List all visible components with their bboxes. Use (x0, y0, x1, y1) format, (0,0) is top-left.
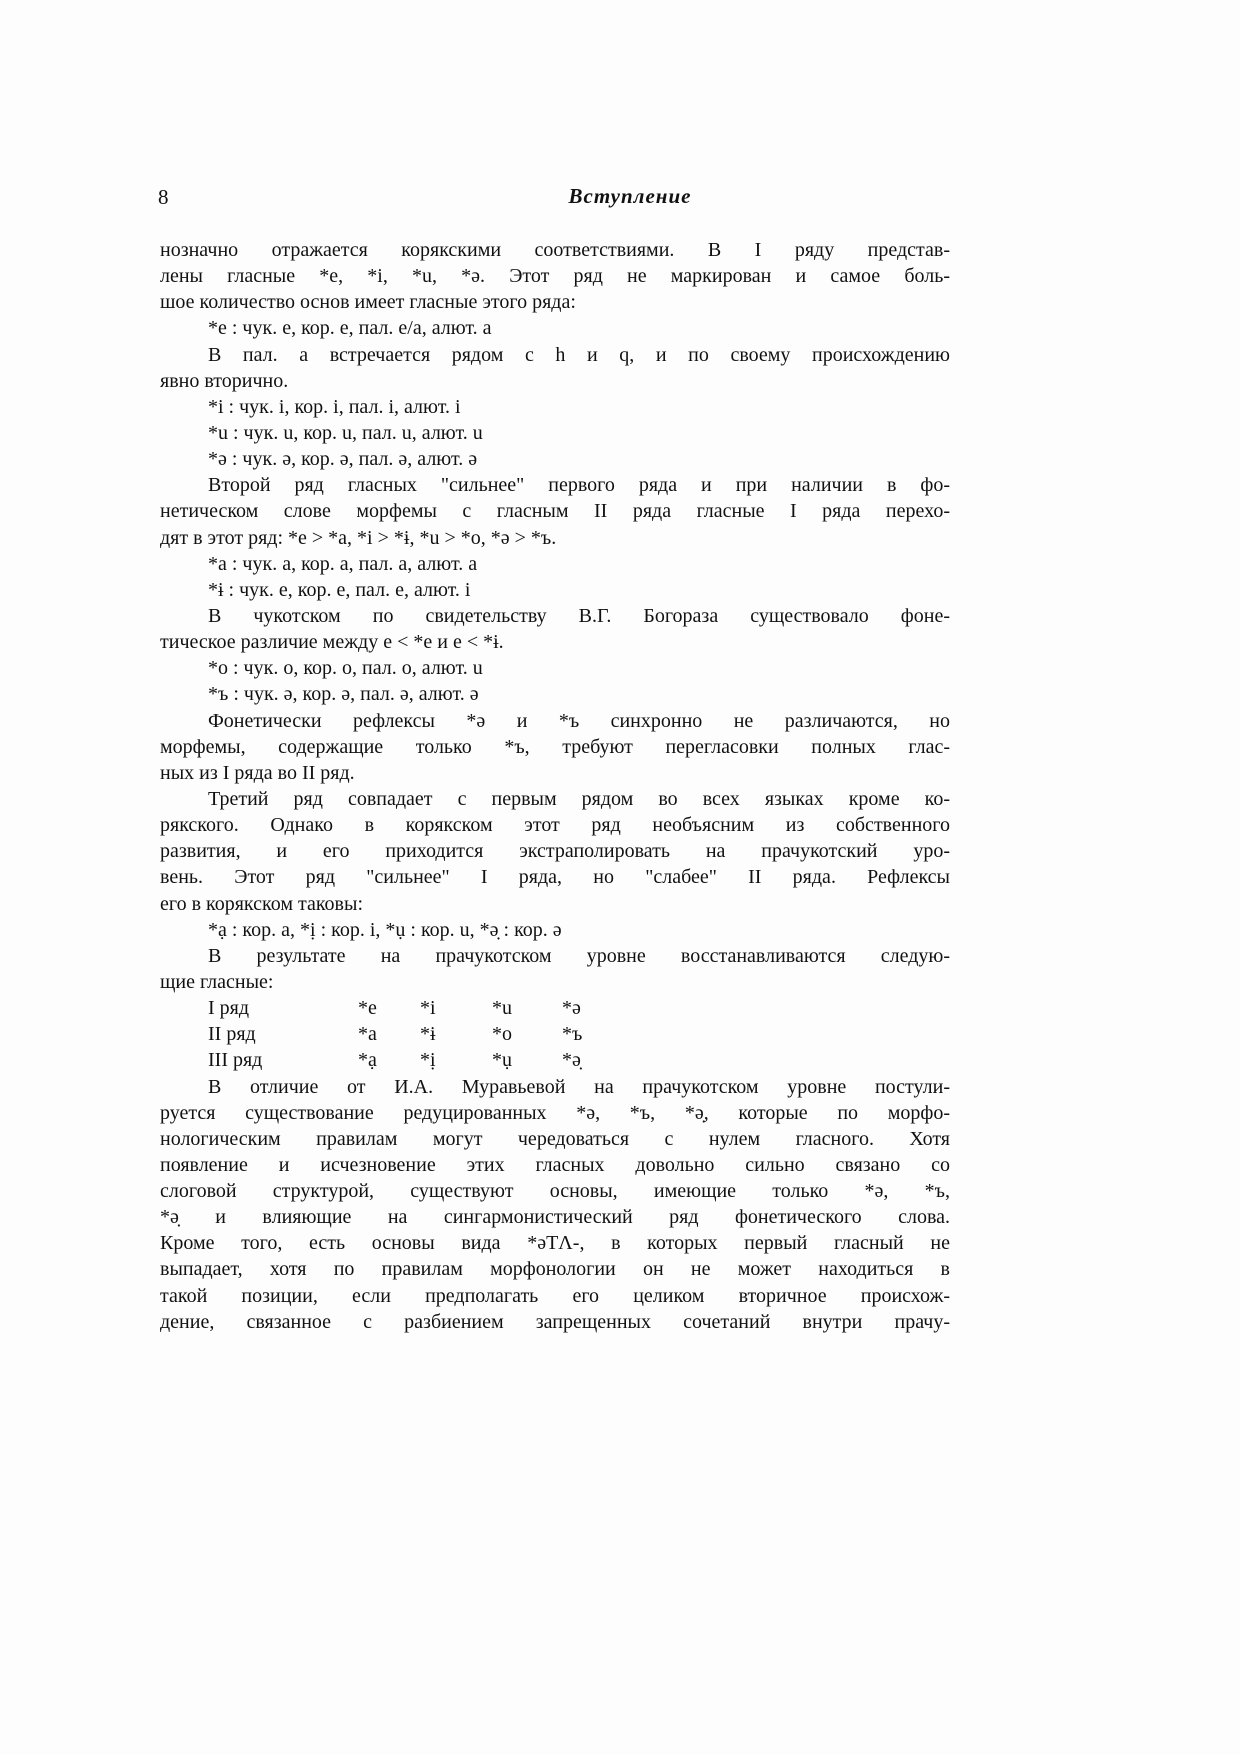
text-line: *u : чук. u, кор. u, пал. u, алют. u (208, 421, 483, 444)
text-line: Фонетически рефлексы *ə и *ъ синхронно не различаются, но (208, 709, 950, 732)
text-line: *e : чук. e, кор. e, пал. e/a, алют. a (208, 317, 492, 340)
vowel-cell: *ɨ (420, 1023, 436, 1046)
page-number: 8 (158, 185, 169, 209)
text-after-table (160, 1074, 950, 1335)
text-line: В отличие от И.А. Муравьевой на прачукотском уровне постули- (208, 1075, 950, 1098)
text-before-table (160, 237, 950, 995)
text-line: такой позиции, если предполагать его целиком вторичное происхож- (160, 1284, 950, 1307)
text-line: *o : чук. o, кор. o, пал. o, алют. u (208, 657, 483, 680)
text-line: В результате на прачукотском уровне восстанавливаются следую- (208, 944, 950, 967)
vowel-cell: *i (420, 997, 436, 1020)
row-label: II ряд (208, 1023, 256, 1046)
text-line: *ъ : чук. ə, кор. ə, пал. ə, алют. ə (208, 683, 479, 706)
vowel-cell: *o (492, 1023, 512, 1046)
text-line: рякского. Однако в корякском этот ряд необъясним из собственного (160, 814, 950, 837)
text-line: *a : чук. a, кор. a, пал. a, алют. a (208, 552, 478, 575)
text-line: *i : чук. i, кор. i, пал. i, алют. i (208, 395, 461, 418)
text-line: развития, и его приходится экстраполировать на прачукотский уро- (160, 840, 950, 863)
text-line: нозначно отражается корякскими соответствиями. В I ряду представ- (160, 239, 950, 261)
vowel-cell: *a (358, 1023, 377, 1046)
text-line: руется существование редуцированных *ə, *ъ, *ə̣, которые по морфо- (160, 1101, 950, 1124)
text-line: появление и исчезновение этих гласных довольно сильно связано со (160, 1153, 950, 1176)
text-line: дят в этот ряд: *e > *a, *i > *ɨ, *u > *o, *ə > *ъ. (160, 526, 557, 549)
text-line: *ɨ : чук. e, кор. e, пал. e, алют. i (208, 578, 471, 601)
text-line: вень. Этот ряд "сильнее" I ряда, но "слабее" II ряда. Рефлексы (160, 866, 950, 889)
text-line: щие гласные: (160, 970, 274, 993)
text-line: Второй ряд гласных "сильнее" первого ряда и при наличии в фо- (208, 474, 950, 497)
text-line: его в корякском таковы: (160, 892, 363, 915)
vowel-table-row (160, 1021, 950, 1047)
text-line: нетическом слове морфемы с гласным II ряда гласные I ряда перехо- (160, 500, 950, 523)
text-line: *ə : чук. ə, кор. ə, пал. ə, алют. ə (208, 448, 478, 471)
vowel-cell: *ъ (562, 1023, 583, 1046)
vowel-table (160, 995, 950, 1073)
text-line: шое количество основ имеет гласные этого ряда: (160, 291, 576, 314)
text-line: Третий ряд совпадает с первым рядом во всех языках кроме ко- (208, 787, 950, 810)
vowel-table-row (160, 995, 950, 1021)
text-line: Кроме того, есть основы вида *əTΛ-, в которых первый гласный не (160, 1232, 950, 1255)
body-text (160, 237, 950, 1335)
text-line: *ạ : кор. a, *ị : кор. i, *ụ : кор. u, *ə̣ : кор. ə (208, 918, 562, 941)
text-line: нологическим правилам могут чередоваться с нулем гласного. Хотя (160, 1127, 950, 1150)
text-line: слоговой структурой, существуют основы, имеющие только *ə, *ъ, (160, 1180, 950, 1203)
text-line: явно вторично. (160, 369, 289, 392)
vowel-cell: *ạ (358, 1049, 377, 1072)
vowel-table-row (160, 1047, 950, 1073)
vowel-cell: *e (358, 997, 377, 1020)
text-line: морфемы, содержащие только *ъ, требуют перегласовки полных глас- (160, 735, 950, 758)
running-title: Вступление (568, 184, 692, 208)
text-line: лены гласные *e, *i, *u, *ə. Этот ряд не маркирован и самое боль- (160, 265, 950, 288)
vowel-cell: *ị (420, 1049, 436, 1072)
row-label: I ряд (208, 997, 250, 1020)
text-line: дение, связанное с разбиением запрещенных сочетаний внутри прачу- (160, 1310, 950, 1333)
text-line: ных из I ряда во II ряд. (160, 761, 355, 784)
text-line: *ə̣ и влияющие на сингармонистический ряд фонетического слова. (160, 1206, 950, 1229)
text-line: тическое различие между e < *e и e < *ɨ. (160, 631, 504, 654)
vowel-cell: *ə (562, 997, 581, 1020)
vowel-cell: *u (492, 997, 512, 1020)
vowel-cell: *ụ (492, 1049, 512, 1072)
row-label: III ряд (208, 1049, 263, 1072)
text-line: В чукотском по свидетельству В.Г. Богораза существовало фоне- (208, 604, 950, 627)
text-line: В пал. a встречается рядом с h и q, и по своему происхождению (208, 343, 950, 366)
vowel-cell: *ə̣ (562, 1049, 581, 1072)
text-line: выпадает, хотя по правилам морфонологии он не может находиться в (160, 1258, 950, 1281)
